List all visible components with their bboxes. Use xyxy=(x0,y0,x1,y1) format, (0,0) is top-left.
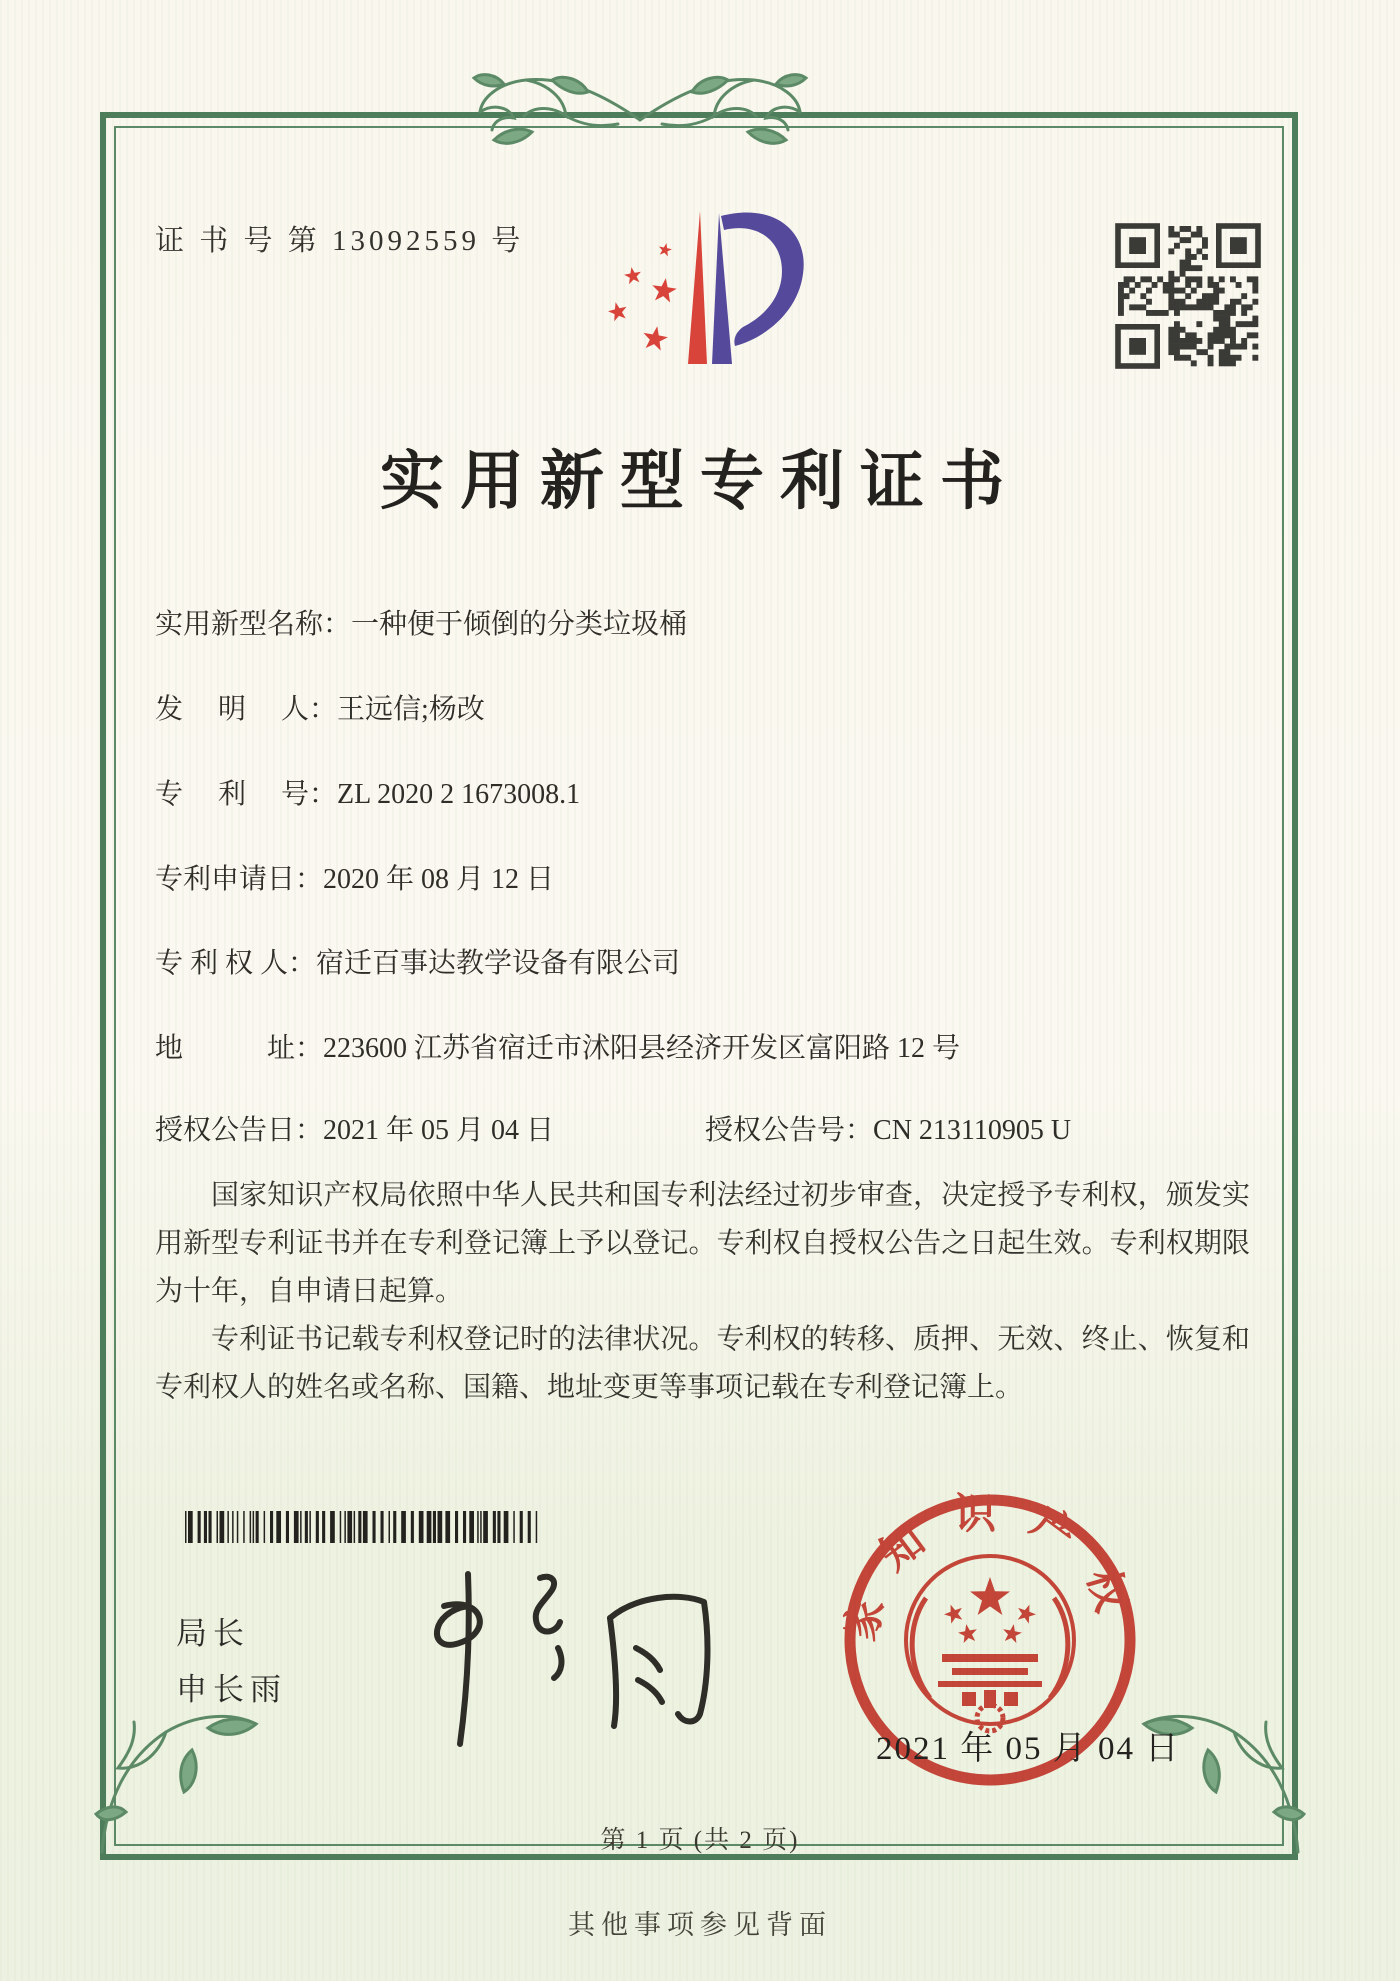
certificate-number: 证 书 号 第 13092559 号 xyxy=(155,225,525,257)
director-title: 局长 xyxy=(176,1616,250,1651)
field-inventor xyxy=(155,687,485,727)
field-label: 专 利 权 人： xyxy=(155,948,317,979)
page-indicator: 第 1 页 (共 2 页) xyxy=(600,1827,800,1854)
cnipa-logo xyxy=(585,190,825,380)
field-value: 王远信;杨改 xyxy=(337,694,485,725)
director-name: 申长雨 xyxy=(176,1672,287,1707)
field-value: 一种便于倾倒的分类垃圾桶 xyxy=(351,609,688,640)
field-value: ZL 2020 2 1673008.1 xyxy=(337,779,581,810)
field-patentee xyxy=(155,941,680,981)
seal-date: 2021 年 05 月 04 日 xyxy=(876,1731,1181,1767)
field-label: 专 利 号： xyxy=(155,779,338,810)
top-ornament xyxy=(468,58,812,168)
field-filing-date xyxy=(155,857,554,897)
grant-number-label: 授权公告号： xyxy=(705,1115,874,1146)
legal-text xyxy=(155,1172,1250,1412)
qr-code xyxy=(1118,226,1258,366)
field-utility-model-name xyxy=(155,602,687,642)
grant-date-label: 授权公告日： xyxy=(155,1115,324,1146)
grant-number-value: CN 213110905 U xyxy=(873,1115,1072,1146)
field-patent-number xyxy=(155,772,580,812)
field-value: 2020 年 08 月 12 日 xyxy=(323,864,555,895)
legal-paragraph-2: 专利证书记载专利权登记时的法律状况。专利权的转移、质押、无效、终止、恢复和专利权人的姓名或名称、国籍、地址变更等事项记载在专利登记簿上。 xyxy=(155,1324,1250,1403)
field-address xyxy=(155,1026,960,1066)
seal-text: 国家知识产权局 xyxy=(801,1450,1143,1646)
legal-paragraph-1: 国家知识产权局依照中华人民共和国专利法经过初步审查，决定授予专利权，颁发实用新型专利证书并在专利登记簿上予以登记。专利权自授权公告之日起生效。专利权期限为十年，自申请日起算。 xyxy=(155,1180,1250,1307)
grant-date-value: 2021 年 05 月 04 日 xyxy=(323,1115,555,1146)
director-signature xyxy=(388,1556,728,1766)
back-side-note: 其他事项参见背面 xyxy=(568,1910,832,1940)
field-label: 发 明 人： xyxy=(155,694,338,725)
field-value: 223600 江苏省宿迁市沭阳县经济开发区富阳路 12 号 xyxy=(323,1033,961,1064)
field-grant-row xyxy=(155,1108,1072,1148)
field-label: 实用新型名称： xyxy=(155,609,352,640)
field-label: 地 址： xyxy=(155,1033,324,1064)
document-title: 实用新型专利证书 xyxy=(380,446,1020,517)
barcode xyxy=(185,1511,543,1543)
field-value: 宿迁百事达教学设备有限公司 xyxy=(316,948,681,979)
field-label: 专利申请日： xyxy=(155,864,324,895)
